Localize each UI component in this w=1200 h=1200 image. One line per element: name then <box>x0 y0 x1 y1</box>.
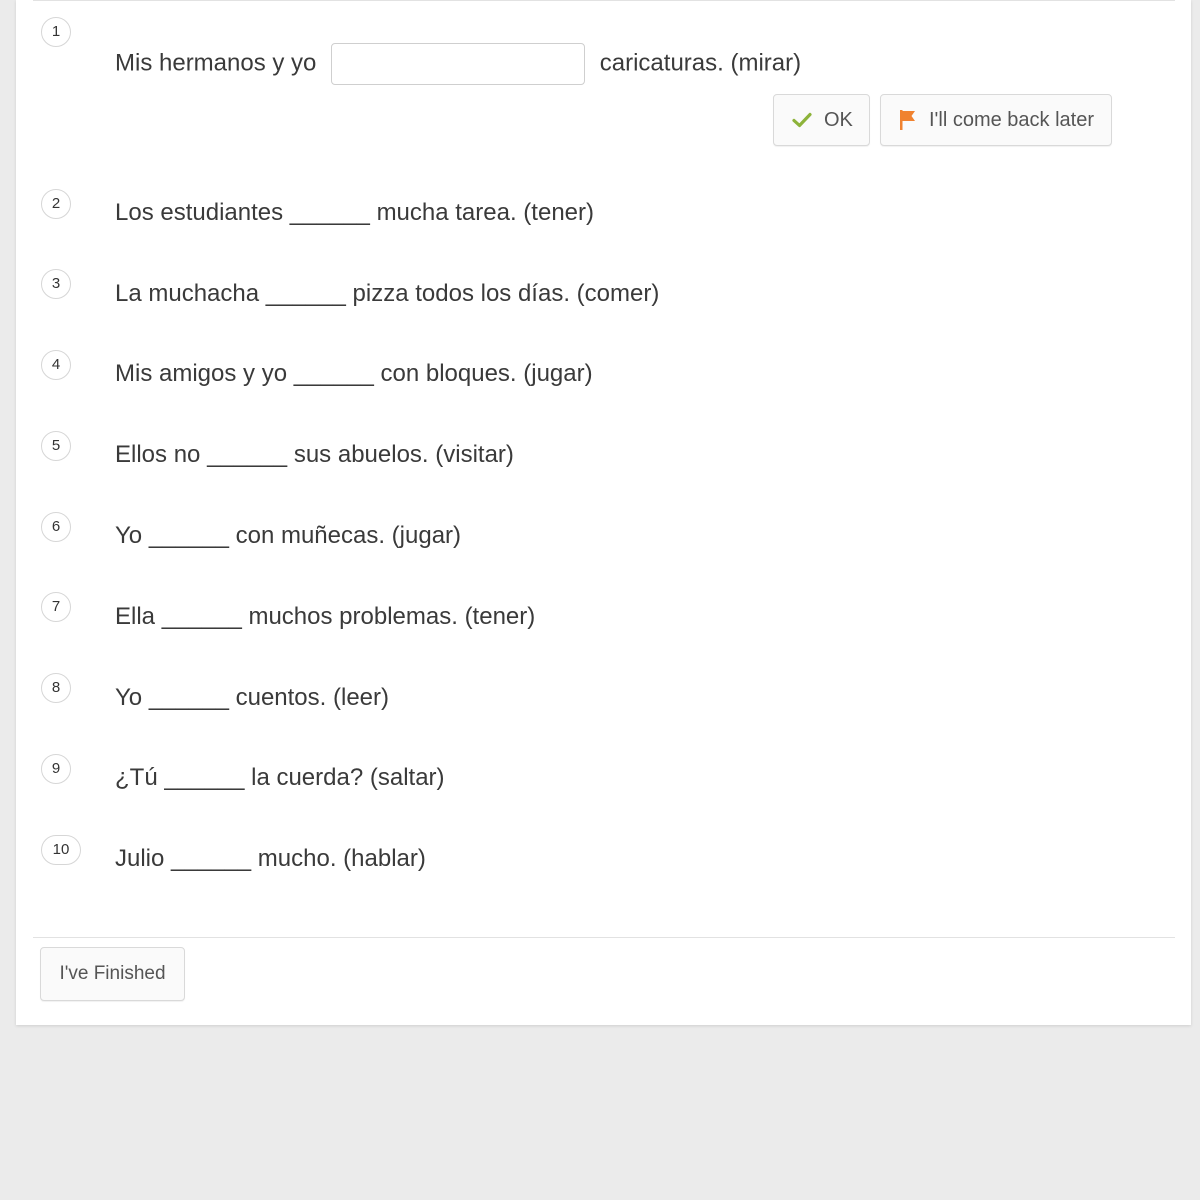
bottom-divider <box>33 937 1175 938</box>
question-number-5: 5 <box>41 431 71 461</box>
answer-input-1[interactable] <box>331 43 585 85</box>
question-10: Julio ______ mucho. (hablar) <box>115 845 426 872</box>
question-1-before: Mis hermanos y yo <box>115 49 317 77</box>
ok-button[interactable] <box>773 94 870 146</box>
finished-button-label: I've Finished <box>59 963 166 984</box>
question-number-10: 10 <box>41 835 81 865</box>
question-number-1: 1 <box>41 17 71 47</box>
answer-blank[interactable]: ______ <box>164 764 245 791</box>
question-2: Los estudiantes ______ mucha tarea. (tener) <box>115 199 594 226</box>
answer-blank[interactable]: ______ <box>289 199 370 226</box>
question-number-6: 6 <box>41 512 71 542</box>
answer-blank[interactable]: ______ <box>148 522 229 549</box>
answer-blank[interactable]: ______ <box>161 603 242 630</box>
question-8: Yo ______ cuentos. (leer) <box>115 684 389 711</box>
question-number-2: 2 <box>41 189 71 219</box>
come-back-later-label: I'll come back later <box>929 108 1094 131</box>
question-number-4: 4 <box>41 350 71 380</box>
check-icon <box>792 112 812 128</box>
question-number-9: 9 <box>41 754 71 784</box>
question-1 <box>115 43 801 85</box>
question-number-3: 3 <box>41 269 71 299</box>
question-7: Ella ______ muchos problemas. (tener) <box>115 603 536 630</box>
top-divider <box>33 0 1175 1</box>
flag-icon <box>899 109 917 131</box>
answer-blank[interactable]: ______ <box>265 280 346 307</box>
answer-blank[interactable]: ______ <box>148 684 229 711</box>
question-number-8: 8 <box>41 673 71 703</box>
question-6: Yo ______ con muñecas. (jugar) <box>115 522 462 549</box>
question-9: ¿Tú ______ la cuerda? (saltar) <box>115 764 445 791</box>
question-4: Mis amigos y yo ______ con bloques. (jugar) <box>115 360 593 387</box>
finished-button[interactable] <box>40 947 185 1001</box>
question-number-7: 7 <box>41 592 71 622</box>
question-5: Ellos no ______ sus abuelos. (visitar) <box>115 441 514 468</box>
come-back-later-button[interactable] <box>880 94 1112 146</box>
exercise-card <box>16 0 1191 1025</box>
question-3: La muchacha ______ pizza todos los días. (comer) <box>115 280 660 307</box>
question-1-after: caricaturas. (mirar) <box>599 49 802 77</box>
ok-button-label: OK <box>824 108 853 131</box>
answer-blank[interactable]: ______ <box>171 845 252 872</box>
answer-blank[interactable]: ______ <box>207 441 288 468</box>
answer-blank[interactable]: ______ <box>293 360 374 387</box>
